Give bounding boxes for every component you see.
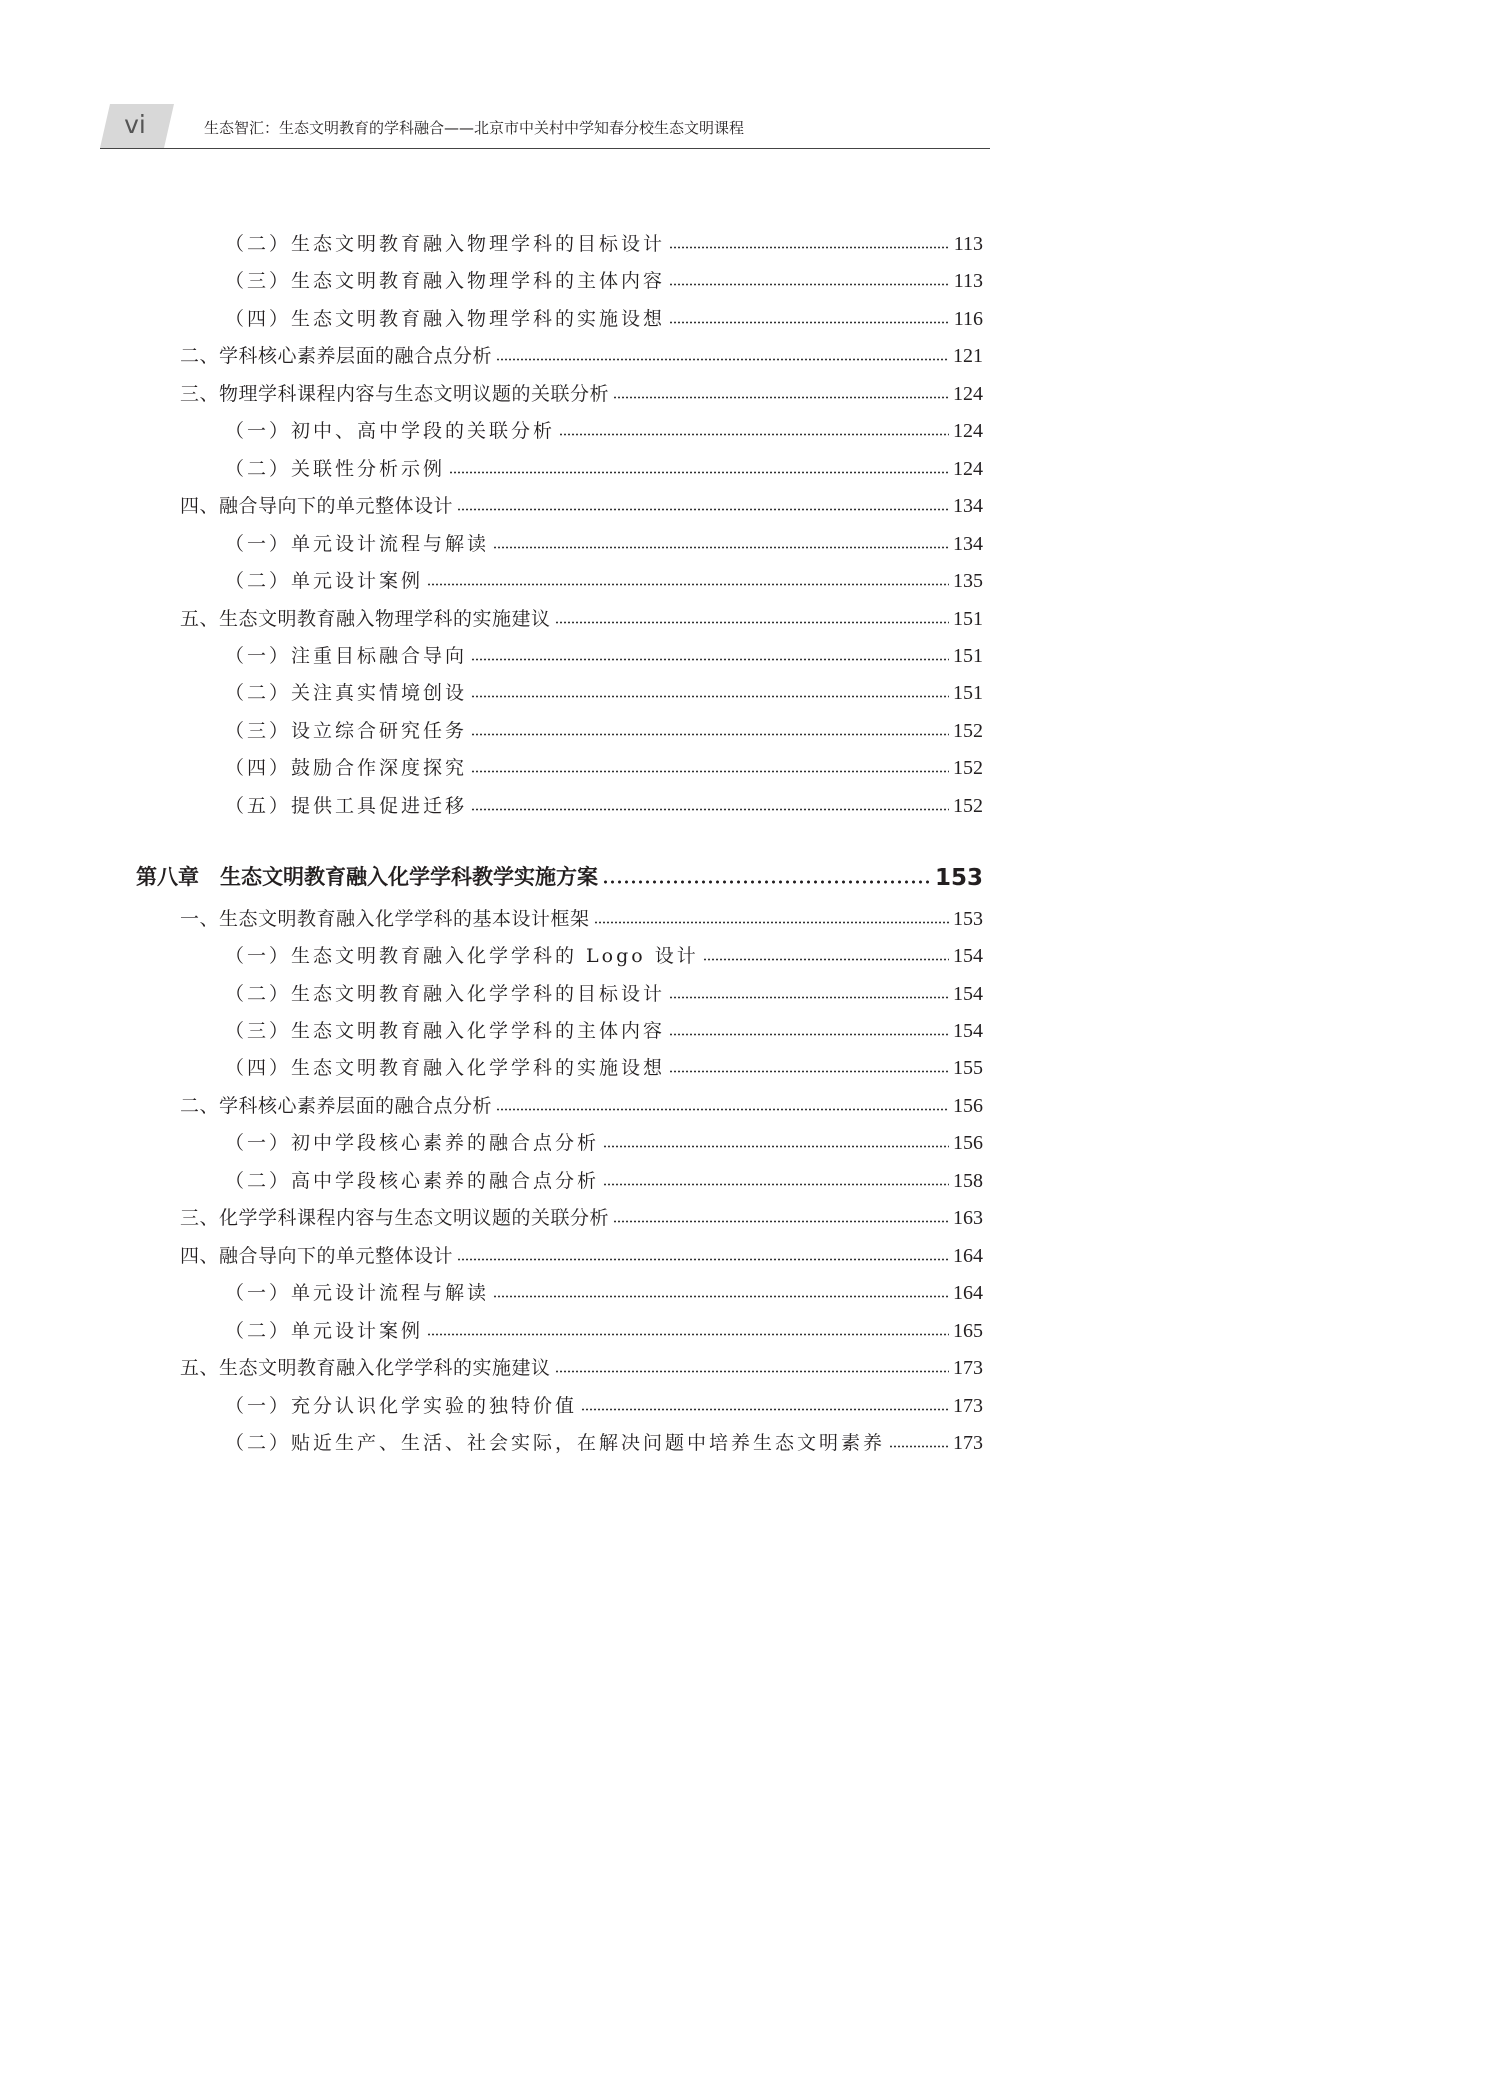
dot-leader: [669, 283, 950, 286]
dot-leader: [493, 546, 949, 549]
toc-entry-page: 135: [953, 570, 983, 593]
toc-entry-title: 三、物理学科课程内容与生态文明议题的关联分析: [180, 382, 610, 405]
header-rule: [100, 148, 990, 149]
toc-entry-page: 164: [953, 1244, 983, 1267]
dot-leader: [669, 246, 950, 249]
toc-entry-title: （五）提供工具促进迁移: [225, 794, 468, 817]
toc-entry: [225, 636, 983, 668]
toc-entry: [225, 1273, 983, 1305]
dot-leader: [594, 921, 949, 924]
toc-entry-title: （一）初中学段核心素养的融合点分析: [225, 1132, 600, 1155]
toc-entry: [180, 1236, 983, 1268]
toc-entry-title: 五、生态文明教育融入化学学科的实施建议: [180, 1357, 551, 1380]
toc-entry-title: 一、生态文明教育融入化学学科的基本设计框架: [180, 907, 590, 930]
toc-entry: [225, 673, 983, 705]
toc-entry: [225, 261, 983, 293]
dot-leader: [449, 471, 949, 474]
toc-entry: [225, 1011, 983, 1043]
toc-entry-title: （四）鼓励合作深度探究: [225, 757, 468, 780]
toc-entry-page: 152: [953, 719, 983, 742]
dot-leader: [427, 1333, 949, 1336]
toc-entry-title: 二、学科核心素养层面的融合点分析: [180, 1094, 493, 1117]
toc-entry-title: 五、生态文明教育融入物理学科的实施建议: [180, 607, 551, 630]
toc-entry-title: （三）生态文明教育融入化学学科的主体内容: [225, 1020, 666, 1042]
dot-leader: [603, 1183, 949, 1186]
dot-leader: [669, 1070, 949, 1073]
toc-entry-title: （一）充分认识化学实验的独特价值: [225, 1394, 578, 1417]
toc-entry: [225, 449, 983, 481]
toc-entry-title: （一）单元设计流程与解读: [225, 532, 490, 555]
toc-entry-title: 二、学科核心素养层面的融合点分析: [180, 345, 493, 368]
toc-entry: [225, 1048, 983, 1080]
dot-leader: [613, 1220, 949, 1223]
toc-entry: [180, 599, 983, 631]
toc-entry-title: （二）高中学段核心素养的融合点分析: [225, 1169, 600, 1192]
toc-entry: [225, 1423, 983, 1455]
toc-entry: [225, 748, 983, 780]
dot-leader: [493, 1295, 949, 1298]
toc-entry-page: 173: [953, 1431, 983, 1454]
toc-entry: [225, 974, 983, 1006]
toc-entry-page: 153: [953, 907, 983, 930]
dot-leader: [669, 996, 949, 999]
dot-leader: [471, 770, 949, 773]
toc-entry: [225, 936, 983, 968]
toc-entry: [225, 1311, 983, 1343]
book-title: 生态智汇：生态文明教育的学科融合——北京市中关村中学知春分校生态文明课程: [204, 119, 745, 137]
toc-entry-page: 113: [953, 270, 983, 293]
toc-entry-page: 151: [953, 607, 983, 630]
toc-entry: [225, 299, 983, 331]
dot-leader: [555, 1370, 949, 1373]
toc-entry-title: （二）单元设计案例: [225, 1319, 424, 1342]
toc-entry-page: 134: [953, 495, 983, 518]
dot-leader: [703, 958, 949, 961]
dot-leader: [555, 621, 949, 624]
toc-entry-page: 152: [953, 757, 983, 780]
toc-entry-page: 116: [953, 307, 983, 330]
toc-entry: [136, 859, 983, 891]
toc-entry-page: 154: [953, 945, 983, 968]
toc-entry: [180, 374, 983, 406]
toc-entry: [225, 561, 983, 593]
toc-entry: [225, 1161, 983, 1193]
toc-entry-title: （一）初中、高中学段的关联分析: [225, 420, 556, 443]
toc-entry-page: 121: [953, 345, 983, 368]
toc-entry: [180, 1086, 983, 1118]
toc-entry-page: 134: [953, 532, 983, 555]
dot-leader: [603, 1145, 949, 1148]
toc-entry-title: （一）生态文明教育融入化学学科的 Logo 设计: [225, 945, 699, 968]
toc-entry-title: （三）设立综合研究任务: [225, 719, 468, 742]
toc-entry-page: 164: [953, 1282, 983, 1305]
dot-leader: [669, 321, 950, 324]
toc-entry: [180, 336, 983, 368]
toc-entry-page: 124: [953, 457, 983, 480]
toc-entry-page: 156: [953, 1094, 983, 1117]
toc-entry-page: 155: [953, 1057, 983, 1080]
toc-entry-title: 四、融合导向下的单元整体设计: [180, 495, 454, 518]
dot-leader: [457, 1258, 949, 1261]
toc-entry: [180, 1348, 983, 1380]
toc-entry-page: 153: [934, 865, 983, 892]
dot-leader: [471, 808, 949, 811]
toc-entry-page: 154: [953, 1020, 983, 1042]
dot-leader: [471, 733, 949, 736]
toc-entry-page: 124: [953, 420, 983, 443]
toc-entry: [225, 786, 983, 818]
toc-entry-title: （四）生态文明教育融入物理学科的实施设想: [225, 307, 666, 330]
dot-leader: [602, 880, 931, 884]
toc-entry-page: 151: [953, 682, 983, 705]
toc-entry-title: （二）生态文明教育融入物理学科的目标设计: [225, 233, 666, 255]
dot-leader: [889, 1445, 949, 1448]
toc-entry-title: （二）关注真实情境创设: [225, 682, 468, 705]
toc-entry-title: （二）生态文明教育融入化学学科的目标设计: [225, 982, 666, 1005]
toc-entry-page: 165: [953, 1319, 983, 1342]
toc-entry-page: 154: [953, 982, 983, 1005]
toc-entry-page: 152: [953, 794, 983, 817]
toc-entry: [225, 411, 983, 443]
toc-entry-title: （二）贴近生产、生活、社会实际，在解决问题中培养生态文明素养: [225, 1431, 886, 1454]
toc-entry-page: 113: [953, 233, 983, 255]
toc-entry: [180, 486, 983, 518]
toc-entry-page: 173: [953, 1357, 983, 1380]
toc-entry: [180, 1198, 983, 1230]
toc-entry: [180, 899, 983, 931]
running-header: [100, 104, 990, 150]
toc-entry: [225, 1386, 983, 1418]
toc-entry: [225, 224, 983, 256]
toc-entry-title: （三）生态文明教育融入物理学科的主体内容: [225, 270, 666, 293]
dot-leader: [496, 1108, 949, 1111]
toc-entry-title: 第八章 生态文明教育融入化学学科教学实施方案: [136, 865, 598, 890]
dot-leader: [471, 695, 949, 698]
dot-leader: [613, 396, 949, 399]
toc-entry-title: （二）单元设计案例: [225, 570, 424, 593]
toc-entry-title: （四）生态文明教育融入化学学科的实施设想: [225, 1057, 666, 1080]
toc-entry-title: 三、化学学科课程内容与生态文明议题的关联分析: [180, 1207, 610, 1230]
toc-entry: [225, 711, 983, 743]
toc-entry-title: （二）关联性分析示例: [225, 457, 446, 480]
toc-entry-title: （一）单元设计流程与解读: [225, 1282, 490, 1305]
toc-entry: [225, 1123, 983, 1155]
dot-leader: [457, 508, 949, 511]
page-number: vi: [124, 110, 146, 139]
toc-entry-title: （一）注重目标融合导向: [225, 644, 468, 667]
toc-entry: [225, 524, 983, 556]
toc-entry-page: 156: [953, 1132, 983, 1155]
dot-leader: [471, 658, 949, 661]
toc-entry-page: 158: [953, 1169, 983, 1192]
dot-leader: [559, 433, 949, 436]
toc-entry-title: 四、融合导向下的单元整体设计: [180, 1244, 454, 1267]
toc-entry-page: 173: [953, 1394, 983, 1417]
toc-entry-page: 151: [953, 644, 983, 667]
dot-leader: [669, 1033, 949, 1036]
dot-leader: [427, 583, 949, 586]
dot-leader: [496, 358, 949, 361]
dot-leader: [581, 1408, 949, 1411]
toc-entry-page: 124: [953, 382, 983, 405]
toc-entry-page: 163: [953, 1207, 983, 1230]
